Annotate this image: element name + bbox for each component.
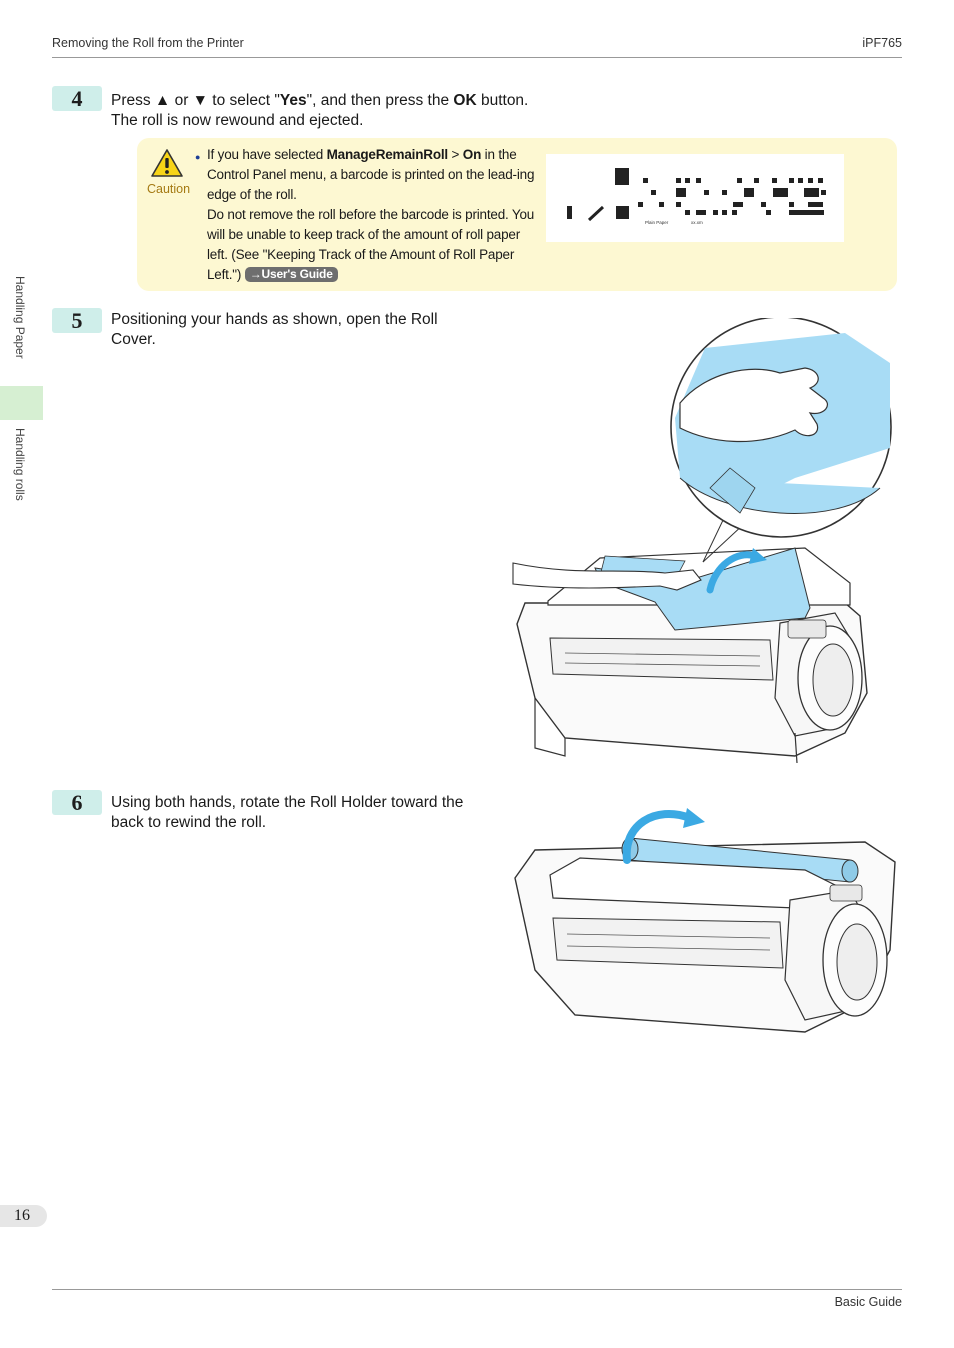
caution-bullet: ●: [195, 152, 201, 162]
step-4-text-c: button.: [476, 92, 529, 109]
header-section-title: Removing the Roll from the Printer: [52, 36, 244, 50]
caution-icon: [150, 148, 184, 178]
step-5-line-1: Positioning your hands as shown, open the Roll: [111, 311, 438, 328]
users-guide-link[interactable]: →User's Guide: [245, 267, 338, 282]
side-tab-highlight: [0, 386, 43, 420]
caution-value: On: [462, 147, 482, 162]
figure-open-roll-cover: [505, 318, 897, 764]
step-4-ok: OK: [453, 92, 477, 109]
step-6-text: [111, 793, 463, 833]
caution-sep: >: [447, 147, 463, 162]
barcode-label-plain-paper: Plain Paper: [645, 220, 669, 225]
header-model: iPF765: [862, 36, 902, 50]
caution-text-3: Do not remove the roll before the barcode is printed. You will be unable to keep track of the amount of roll paper left. (See "Keeping Track of the Amount of Roll Paper Left."): [207, 207, 535, 282]
caution-text: [207, 145, 542, 285]
step-5-text: [111, 310, 438, 350]
caution-text-2: in the Control Panel menu, a barcode is printed on the lead-ing edge of the roll.: [207, 147, 535, 202]
step-6-line-2: back to rewind the roll.: [111, 814, 267, 831]
figure-rotate-roll-holder: [505, 800, 897, 1035]
side-tab-chapter[interactable]: Handling Paper: [13, 276, 27, 359]
step-number-4: 4: [52, 86, 102, 111]
step-number-5: 5: [52, 308, 102, 333]
step-number-6: 6: [52, 790, 102, 815]
step-4-text: [111, 91, 528, 131]
side-tab-section[interactable]: Handling rolls: [13, 428, 27, 501]
step-4-line-2: The roll is now rewound and ejected.: [111, 112, 364, 129]
caution-text-1: If you have selected: [207, 147, 327, 162]
barcode-label-length: xx.xm: [691, 220, 703, 225]
header-rule: [52, 57, 902, 58]
step-4-text-a: Press ▲ or ▼ to select ": [111, 92, 280, 109]
caution-menu-item: ManageRemainRoll: [326, 147, 448, 162]
caution-label: Caution: [147, 182, 191, 196]
barcode-illustration: [546, 154, 844, 242]
footer-rule: [52, 1289, 902, 1290]
step-6-line-1: Using both hands, rotate the Roll Holder toward the: [111, 794, 464, 811]
footer-guide-name: Basic Guide: [834, 1295, 902, 1309]
page-number: 16: [0, 1205, 47, 1227]
step-4-text-b: ", and then press the: [306, 92, 454, 109]
step-4-yes: Yes: [279, 92, 307, 109]
step-5-line-2: Cover.: [111, 331, 156, 348]
